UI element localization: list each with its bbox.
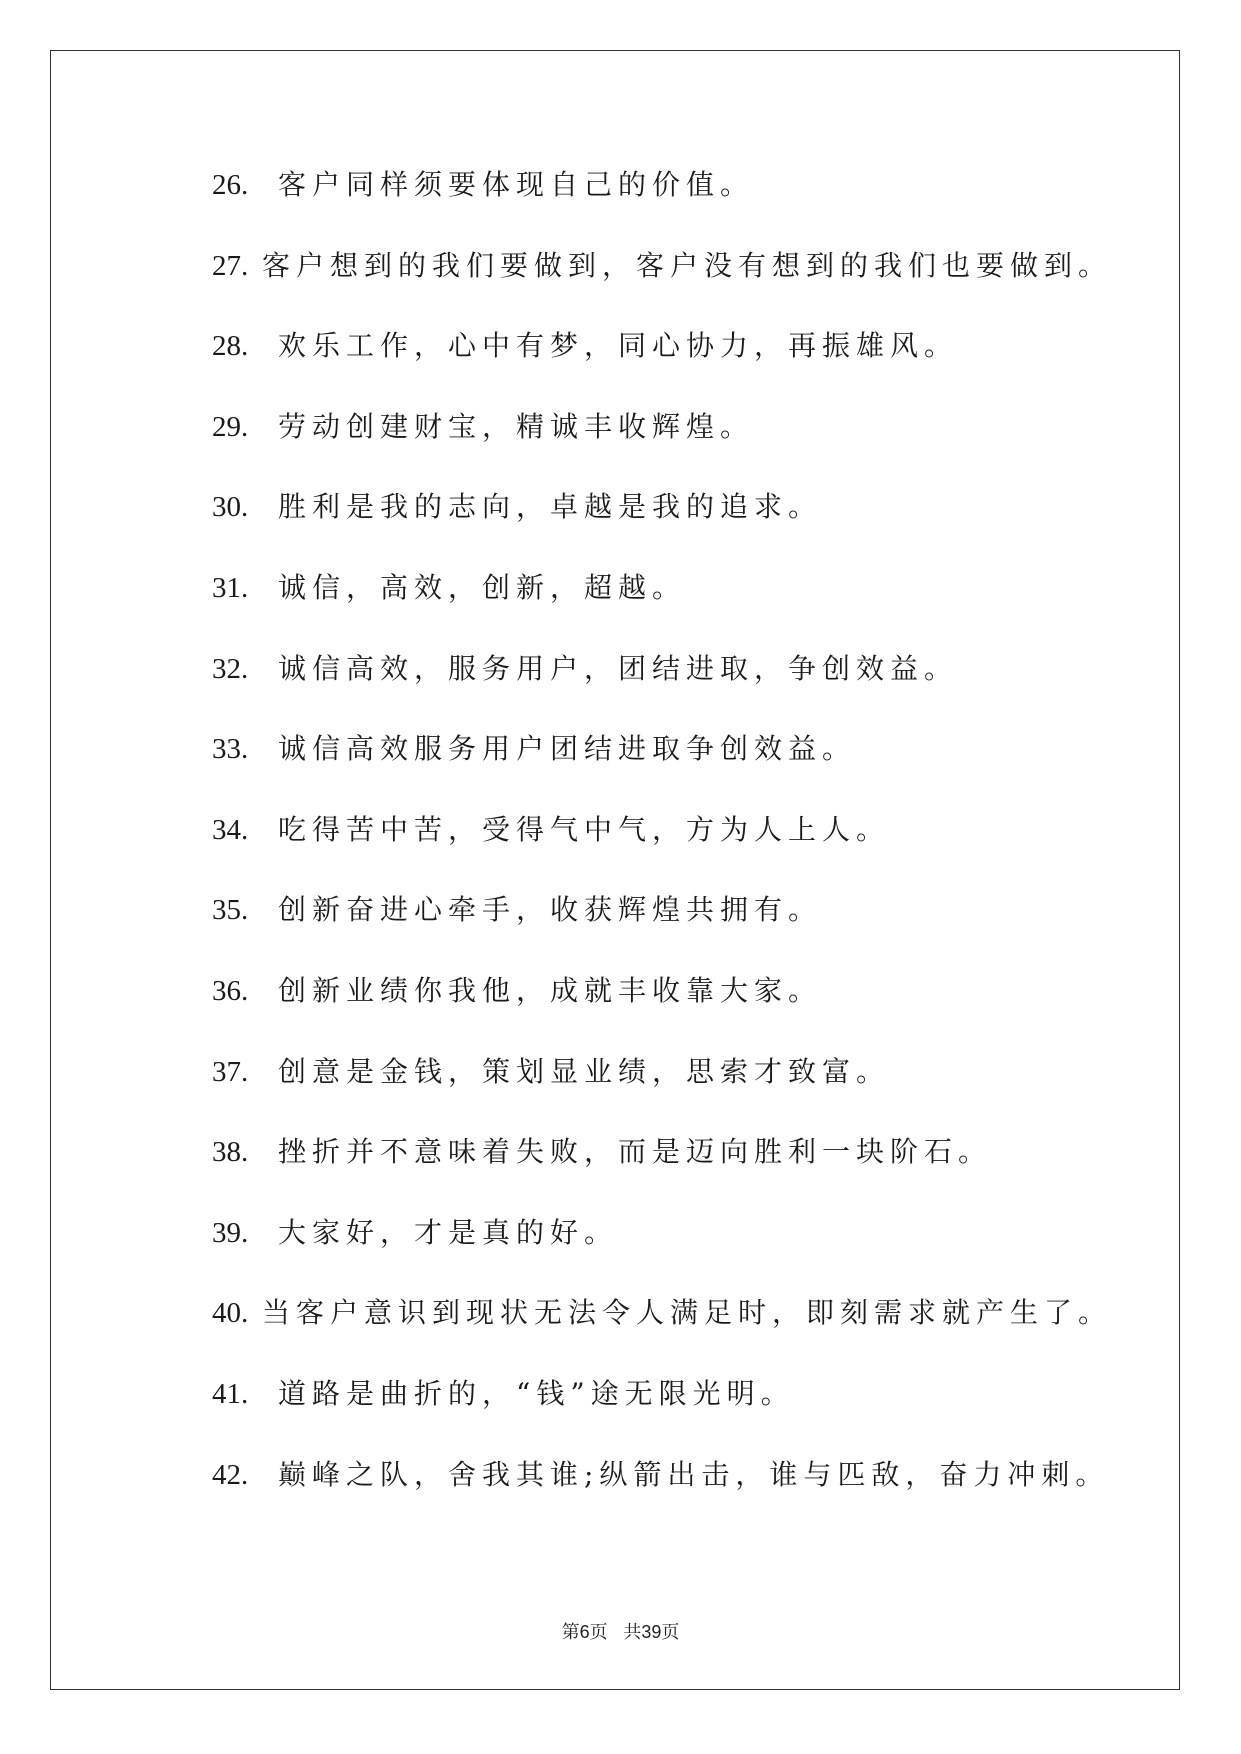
item-number: 35.	[212, 894, 249, 927]
list-item	[212, 1213, 1112, 1294]
item-number: 33.	[212, 733, 249, 766]
page-footer	[0, 1618, 1241, 1644]
page-total: 39	[641, 1622, 662, 1642]
item-number: 36.	[212, 974, 249, 1007]
item-text: 劳动创建财宝，精诚丰收辉煌。	[278, 409, 755, 443]
item-text: 挫折并不意味着失败，而是迈向胜利一块阶石。	[278, 1135, 993, 1169]
item-text: 创新业绩你我他，成就丰收靠大家。	[278, 973, 823, 1007]
item-text: 吃得苦中苦，受得气中气，方为人上人。	[278, 812, 891, 846]
total-suffix: 页	[661, 1622, 680, 1643]
total-prefix: 共	[623, 1622, 642, 1643]
item-number: 42.	[212, 1458, 249, 1491]
list-item	[212, 810, 1112, 891]
list-item	[212, 407, 1112, 488]
list-item	[212, 568, 1112, 649]
item-text: 创意是金钱，策划显业绩，思索才致富。	[278, 1054, 891, 1088]
page-indicator	[562, 1622, 608, 1643]
item-number: 39.	[212, 1216, 249, 1249]
item-text: 客户想到的我们要做到，客户没有想到的我们也要做到。	[261, 248, 1112, 282]
list-item	[212, 890, 1112, 971]
page-total-indicator	[623, 1622, 679, 1643]
item-number: 40.	[212, 1297, 249, 1330]
document-body	[212, 165, 1112, 1535]
item-text: 大家好，才是真的好。	[278, 1215, 619, 1249]
item-text: 诚信高效，服务用户，团结进取，争创效益。	[278, 651, 959, 685]
item-text: 诚信高效服务用户团结进取争创效益。	[278, 732, 857, 766]
list-item	[212, 1455, 1112, 1536]
list-item	[212, 729, 1112, 810]
item-text: 当客户意识到现状无法令人满足时，即刻需求就产生了。	[261, 1296, 1112, 1330]
item-text: 胜利是我的志向，卓越是我的追求。	[278, 490, 823, 524]
list-item	[212, 971, 1112, 1052]
item-number: 38.	[212, 1136, 249, 1169]
list-item	[212, 1293, 1112, 1374]
item-number: 31.	[212, 571, 249, 604]
item-number: 32.	[212, 652, 249, 685]
list-item	[212, 165, 1112, 246]
item-text: 诚信，高效，创新，超越。	[278, 570, 687, 604]
list-item	[212, 326, 1112, 407]
item-number: 30.	[212, 491, 249, 524]
item-number: 34.	[212, 813, 249, 846]
item-number: 37.	[212, 1055, 249, 1088]
item-number: 41.	[212, 1377, 249, 1410]
item-text: 创新奋进心牵手，收获辉煌共拥有。	[278, 893, 823, 927]
list-item	[212, 1052, 1112, 1133]
list-item	[212, 487, 1112, 568]
item-text: 道路是曲折的，“钱”途无限光明。	[278, 1376, 795, 1410]
list-item	[212, 1374, 1112, 1455]
item-text: 欢乐工作，心中有梦，同心协力，再振雄风。	[278, 329, 959, 363]
item-number: 28.	[212, 330, 249, 363]
page-suffix: 页	[589, 1622, 608, 1643]
item-number: 29.	[212, 410, 249, 443]
list-item	[212, 246, 1112, 327]
item-text: 客户同样须要体现自己的价值。	[278, 168, 755, 201]
item-number: 27.	[212, 249, 249, 282]
item-number: 26.	[212, 169, 249, 201]
page-prefix: 第	[561, 1622, 580, 1643]
item-text: 巅峰之队，舍我其谁;纵箭出击，谁与匹敌，奋力冲刺。	[278, 1457, 1110, 1491]
list-item	[212, 1132, 1112, 1213]
list-item	[212, 649, 1112, 730]
page-current: 6	[579, 1622, 590, 1642]
